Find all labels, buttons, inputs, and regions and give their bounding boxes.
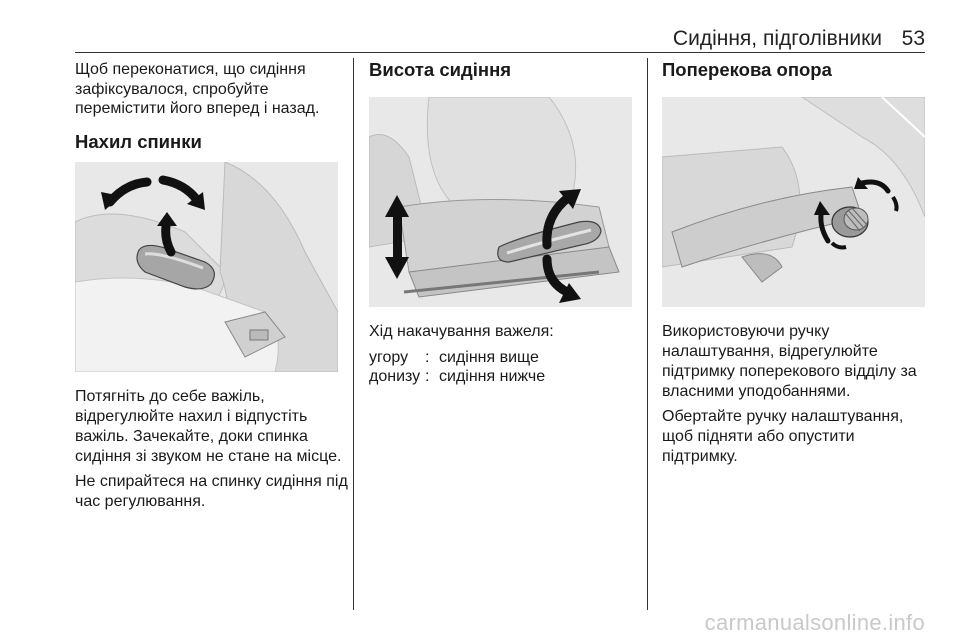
backrest-warning: Не спирайтеся на спинку сидіння під час регулювання. bbox=[75, 473, 348, 510]
row-key: донизу bbox=[369, 368, 421, 385]
row-value: сидіння нижче bbox=[439, 368, 546, 385]
column-divider-1 bbox=[353, 58, 354, 610]
seat-height-lever-text: Хід накачування важеля: bbox=[369, 323, 554, 340]
column-2 bbox=[369, 60, 639, 80]
table-row bbox=[369, 348, 545, 367]
watermark: carmanualsonline.info bbox=[704, 610, 925, 635]
row-value: сидіння вище bbox=[439, 349, 539, 366]
section-heading-backrest: Нахил спинки bbox=[75, 130, 202, 152]
section-heading-lumbar-support: Поперекова опора bbox=[662, 59, 832, 80]
backrest-instructions: Потягніть до себе важіль, відрегулюйте нахил і відпустіть важіль. Зачекайте, доки спинка сидіння зі звуком не стане на місце. bbox=[75, 388, 342, 465]
column-2-lower bbox=[369, 322, 639, 386]
seat-height-table bbox=[369, 348, 545, 386]
header-rule bbox=[75, 52, 925, 53]
row-key: угору bbox=[369, 349, 409, 366]
column-divider-2 bbox=[647, 58, 648, 610]
lumbar-support-knob-illustration bbox=[662, 97, 925, 307]
column-1 bbox=[75, 60, 345, 152]
column-3 bbox=[662, 60, 927, 80]
section-heading-seat-height: Висота сидіння bbox=[369, 59, 512, 80]
lumbar-support-knob-text: Обертайте ручку налаштування, щоб підняти або опустити підтримку. bbox=[662, 408, 904, 465]
page-number: 53 bbox=[901, 27, 925, 50]
lumbar-support-instructions: Використовуючи ручку налаштування, відрегулюйте підтримку поперекового відділу за власними уподобаннями. bbox=[662, 323, 917, 400]
seat-height-lever-illustration bbox=[369, 97, 632, 307]
table-row bbox=[369, 367, 545, 386]
row-separator: : bbox=[425, 368, 430, 385]
intro-paragraph: Щоб переконатися, що сидіння зафіксувалося, спробуйте перемістити його вперед і назад. bbox=[75, 61, 320, 117]
column-3-lower bbox=[662, 322, 927, 467]
backrest-lever-illustration bbox=[75, 162, 338, 372]
page-header-title: Сидіння, підголівники bbox=[672, 27, 882, 50]
row-separator: : bbox=[425, 349, 430, 366]
column-1-lower bbox=[75, 387, 350, 512]
